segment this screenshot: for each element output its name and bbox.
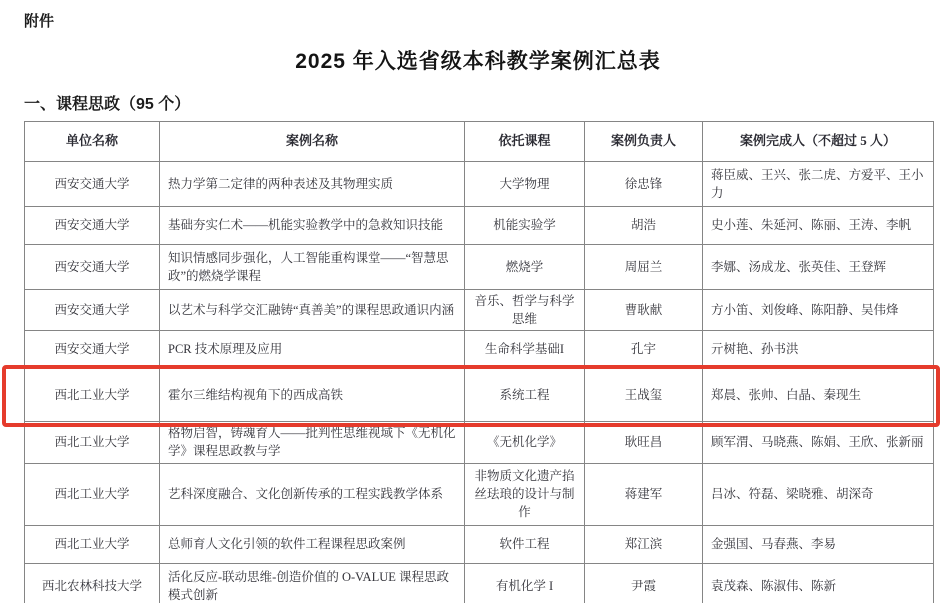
table-cell: 吕冰、符磊、梁晓雅、胡深奇 bbox=[703, 463, 934, 525]
table-row bbox=[25, 331, 934, 368]
table-cell: 生命科学基础I bbox=[465, 331, 585, 368]
table-cell: 亓树艳、孙书洪 bbox=[703, 331, 934, 368]
table-cell: 西安交通大学 bbox=[25, 331, 160, 368]
case-summary-table bbox=[24, 121, 934, 603]
table-cell: 霍尔三维结构视角下的西成高铁 bbox=[160, 368, 465, 422]
table-cell: 总师育人文化引领的软件工程课程思政案例 bbox=[160, 525, 465, 563]
table-cell: 西北工业大学 bbox=[25, 368, 160, 422]
table-cell: 周屈兰 bbox=[585, 245, 703, 290]
table-row bbox=[25, 463, 934, 525]
table-cell: 基础夯实仁术——机能实验教学中的急救知识技能 bbox=[160, 207, 465, 245]
table-cell: 郑晨、张帅、白晶、秦现生 bbox=[703, 368, 934, 422]
table-cell: PCR 技术原理及应用 bbox=[160, 331, 465, 368]
table-row bbox=[25, 525, 934, 563]
table-row bbox=[25, 422, 934, 463]
table-cell: 曹耿献 bbox=[585, 290, 703, 331]
table-row bbox=[25, 563, 934, 603]
table-cell: 蒋建军 bbox=[585, 463, 703, 525]
page-title: 2025 年入选省级本科教学案例汇总表 bbox=[295, 50, 661, 73]
column-header-case: 案例名称 bbox=[160, 122, 465, 162]
table-cell: 方小笛、刘俊峰、陈阳静、吴伟烽 bbox=[703, 290, 934, 331]
table-cell: 知识情感同步强化，人工智能重构课堂——“智慧思政”的燃烧学课程 bbox=[160, 245, 465, 290]
table-cell: 系统工程 bbox=[465, 368, 585, 422]
table-cell: 尹霞 bbox=[585, 563, 703, 603]
table-cell: 袁茂森、陈淑伟、陈新 bbox=[703, 563, 934, 603]
table-cell: 西北工业大学 bbox=[25, 463, 160, 525]
table-cell: 机能实验学 bbox=[465, 207, 585, 245]
column-header-unit: 单位名称 bbox=[25, 122, 160, 162]
table-cell: 西北农林科技大学 bbox=[25, 563, 160, 603]
table-cell: 软件工程 bbox=[465, 525, 585, 563]
table-row bbox=[25, 207, 934, 245]
table-cell: 孔宇 bbox=[585, 331, 703, 368]
table-cell: 西安交通大学 bbox=[25, 207, 160, 245]
table-cell: 耿旺昌 bbox=[585, 422, 703, 463]
table-cell: 有机化学 I bbox=[465, 563, 585, 603]
table-cell: 格物启智，铸魂育人——批判性思维视域下《无机化学》课程思政教与学 bbox=[160, 422, 465, 463]
table-cell: 史小莲、朱延河、陈丽、王涛、李帆 bbox=[703, 207, 934, 245]
table-header-row bbox=[25, 122, 934, 162]
table-cell: 王战玺 bbox=[585, 368, 703, 422]
table-row bbox=[25, 368, 934, 422]
table-cell: 活化反应-联动思维-创造价值的 O-VALUE 课程思政模式创新 bbox=[160, 563, 465, 603]
section-heading: 一、课程思政（95 个） bbox=[24, 96, 191, 113]
table-cell: 金强国、马春燕、李易 bbox=[703, 525, 934, 563]
table-cell: 西安交通大学 bbox=[25, 162, 160, 207]
table-cell: 徐忠锋 bbox=[585, 162, 703, 207]
table-cell: 顾军渭、马晓燕、陈娟、王欣、张新丽 bbox=[703, 422, 934, 463]
table-body bbox=[25, 162, 934, 603]
table-cell: 热力学第二定律的两种表述及其物理实质 bbox=[160, 162, 465, 207]
table-cell: 西安交通大学 bbox=[25, 245, 160, 290]
table-row bbox=[25, 245, 934, 290]
table-cell: 西北工业大学 bbox=[25, 525, 160, 563]
table-cell: 西北工业大学 bbox=[25, 422, 160, 463]
table-cell: 《无机化学》 bbox=[465, 422, 585, 463]
table-cell: 胡浩 bbox=[585, 207, 703, 245]
table-row bbox=[25, 162, 934, 207]
column-header-leader: 案例负责人 bbox=[585, 122, 703, 162]
table-cell: 艺科深度融合、文化创新传承的工程实践教学体系 bbox=[160, 463, 465, 525]
column-header-course: 依托课程 bbox=[465, 122, 585, 162]
table-cell: 李娜、汤成龙、张英佳、王登辉 bbox=[703, 245, 934, 290]
attachment-label: 附件 bbox=[24, 13, 55, 30]
table-cell: 西安交通大学 bbox=[25, 290, 160, 331]
column-header-completers: 案例完成人（不超过 5 人） bbox=[703, 122, 934, 162]
table-cell: 音乐、哲学与科学思维 bbox=[465, 290, 585, 331]
table-cell: 郑江滨 bbox=[585, 525, 703, 563]
table-row bbox=[25, 290, 934, 331]
table-cell: 非物质文化遗产掐丝珐琅的设计与制作 bbox=[465, 463, 585, 525]
table-cell: 蒋臣威、王兴、张二虎、方爱平、王小力 bbox=[703, 162, 934, 207]
table-cell: 大学物理 bbox=[465, 162, 585, 207]
table-cell: 燃烧学 bbox=[465, 245, 585, 290]
table-cell: 以艺术与科学交汇融铸“真善美”的课程思政通识内涵 bbox=[160, 290, 465, 331]
